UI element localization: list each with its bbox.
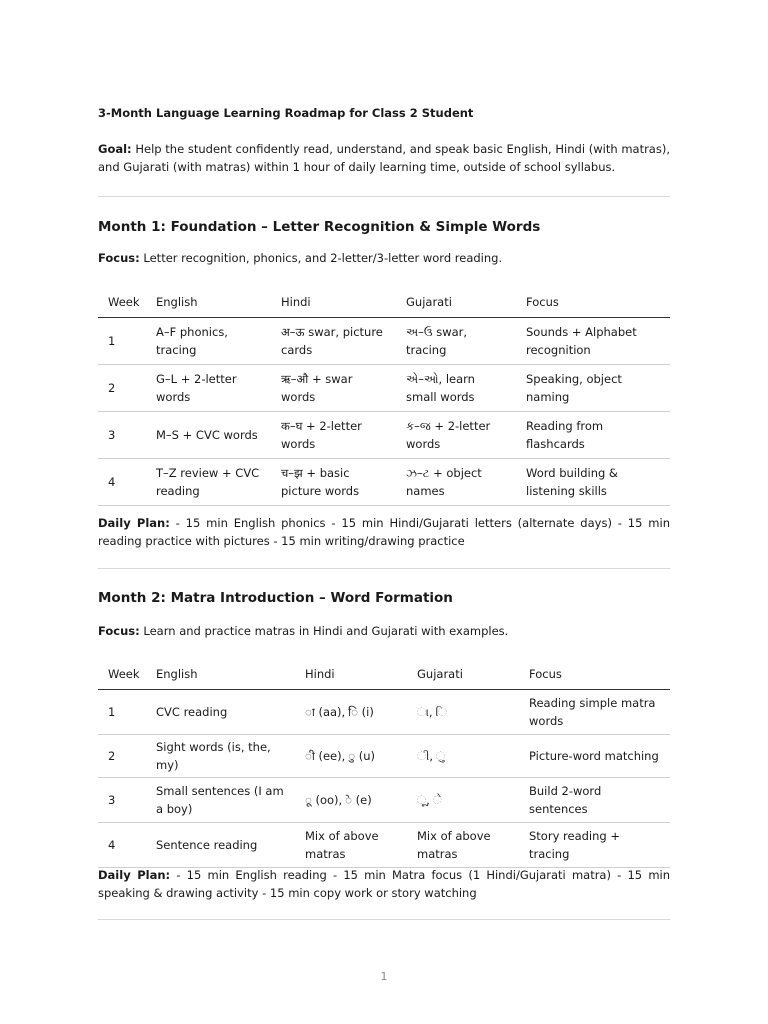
table-row: [98, 459, 670, 506]
table-cell: G–L + 2-letter words: [146, 365, 271, 412]
month2-table: [98, 659, 670, 868]
table-cell: Sight words (is, the, my): [146, 735, 295, 778]
month2-daily-text: - 15 min English reading - 15 min Matra focus (1 Hindi/Gujarati matra) - 15 min speaking & drawing activity - 15 min copy work or story watching: [98, 868, 671, 900]
goal-paragraph: [98, 140, 670, 176]
month2-daily-plan: [98, 866, 670, 902]
table-row: [98, 690, 670, 735]
table-row: [98, 365, 670, 412]
table-cell: 4: [98, 823, 146, 868]
table-cell: ા, િ: [407, 690, 519, 735]
table-cell: Reading from flashcards: [516, 412, 670, 459]
table-cell: Story reading + tracing: [519, 823, 670, 868]
column-header: English: [146, 287, 271, 318]
divider: [98, 568, 670, 569]
column-header: Gujarati: [396, 287, 516, 318]
divider: [98, 919, 670, 920]
month1-table: [98, 287, 670, 506]
table-cell: 2: [98, 735, 146, 778]
table-row: [98, 318, 670, 365]
month2-daily-label: Daily Plan:: [98, 868, 171, 882]
table-cell: Sentence reading: [146, 823, 295, 868]
month2-focus-label: Focus:: [98, 624, 140, 638]
column-header: Focus: [519, 659, 670, 690]
table-row: [98, 823, 670, 868]
column-header: English: [146, 659, 295, 690]
month1-daily-label: Daily Plan:: [98, 516, 170, 530]
table-cell: અ–ઉ swar, tracing: [396, 318, 516, 365]
table-row: [98, 735, 670, 778]
goal-label: Goal:: [98, 142, 132, 156]
table-cell: ी (ee), ु (u): [295, 735, 407, 778]
column-header: Week: [98, 659, 146, 690]
table-cell: Build 2-word sentences: [519, 778, 670, 823]
table-cell: Word building & listening skills: [516, 459, 670, 506]
table-row: [98, 778, 670, 823]
table-cell: 2: [98, 365, 146, 412]
month1-daily-text: - 15 min English phonics - 15 min Hindi/Gujarati letters (alternate days) - 15 min reading practice with pictures - 15 min writing/drawing practice: [98, 516, 670, 548]
table-cell: Mix of above matras: [295, 823, 407, 868]
table-cell: ू (oo), े (e): [295, 778, 407, 823]
table-header-row: [98, 287, 670, 318]
table-cell: એ–ઓ, learn small words: [396, 365, 516, 412]
column-header: Gujarati: [407, 659, 519, 690]
column-header: Hindi: [271, 287, 396, 318]
table-cell: 3: [98, 412, 146, 459]
table-cell: ક–જ + 2-letter words: [396, 412, 516, 459]
month1-focus: [98, 251, 502, 265]
month2-focus-text: Learn and practice matras in Hindi and Gujarati with examples.: [139, 624, 509, 638]
month1-heading: Month 1: Foundation – Letter Recognition & Simple Words: [98, 219, 541, 235]
document-title: 3-Month Language Learning Roadmap for Class 2 Student: [98, 106, 474, 120]
table-cell: ઝ–ટ + object names: [396, 459, 516, 506]
table-cell: 4: [98, 459, 146, 506]
table-cell: च–झ + basic picture words: [271, 459, 396, 506]
table-cell: ૂ, ે: [407, 778, 519, 823]
table-cell: क–घ + 2-letter words: [271, 412, 396, 459]
month1-focus-text: Letter recognition, phonics, and 2-letter/3-letter word reading.: [139, 251, 503, 265]
table-cell: A–F phonics, tracing: [146, 318, 271, 365]
column-header: Hindi: [295, 659, 407, 690]
month1-daily-plan: [98, 514, 670, 550]
month2-heading: Month 2: Matra Introduction – Word Formation: [98, 590, 453, 606]
page-number: 1: [380, 970, 388, 983]
table-cell: T–Z review + CVC reading: [146, 459, 271, 506]
column-header: Week: [98, 287, 146, 318]
table-cell: ा (aa), ि (i): [295, 690, 407, 735]
table-cell: 3: [98, 778, 146, 823]
table-cell: Speaking, object naming: [516, 365, 670, 412]
table-cell: 1: [98, 318, 146, 365]
table-header-row: [98, 659, 670, 690]
table-cell: Picture-word matching: [519, 735, 670, 778]
table-cell: ી, ુ: [407, 735, 519, 778]
table-cell: Sounds + Alphabet recognition: [516, 318, 670, 365]
table-cell: 1: [98, 690, 146, 735]
divider: [98, 196, 670, 197]
table-cell: ऋ–औ + swar words: [271, 365, 396, 412]
table-cell: अ–ऊ swar, picture cards: [271, 318, 396, 365]
table-cell: Small sentences (I am a boy): [146, 778, 295, 823]
table-cell: M–S + CVC words: [146, 412, 271, 459]
goal-text: Help the student confidently read, understand, and speak basic English, Hindi (with matras), and Gujarati (with matras) within 1 hour of daily learning time, outside of school syllabus.: [98, 142, 670, 174]
month2-focus: [98, 624, 508, 638]
table-cell: Reading simple matra words: [519, 690, 670, 735]
month1-focus-label: Focus:: [98, 251, 140, 265]
table-row: [98, 412, 670, 459]
column-header: Focus: [516, 287, 670, 318]
table-cell: CVC reading: [146, 690, 295, 735]
table-cell: Mix of above matras: [407, 823, 519, 868]
